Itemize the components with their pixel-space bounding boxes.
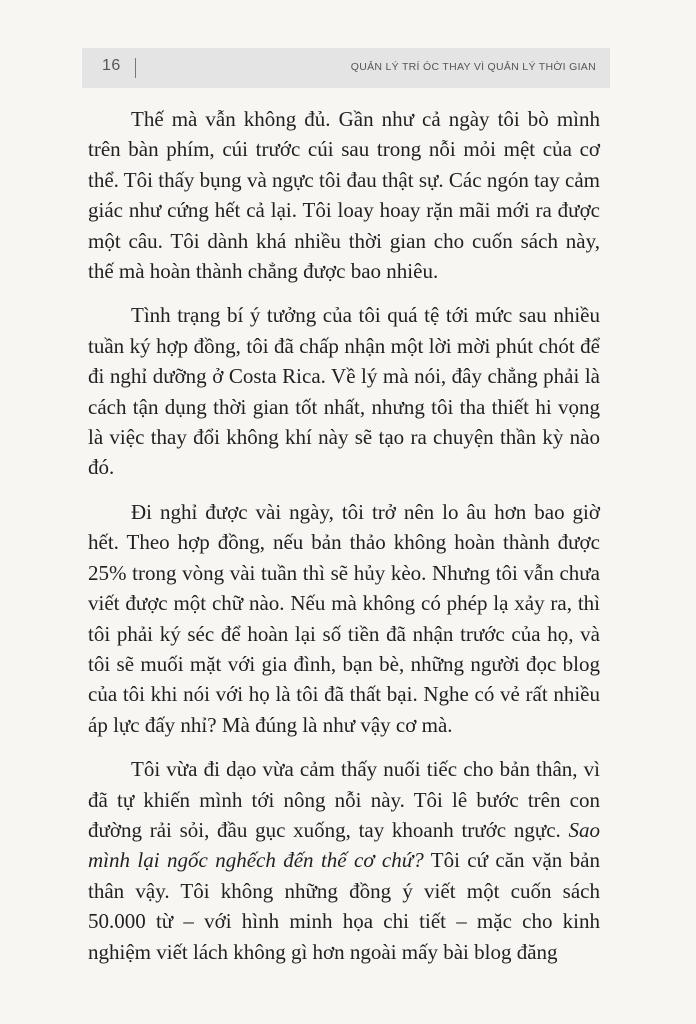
running-header xyxy=(82,48,610,88)
paragraph-4-text-start: Tôi vừa đi dạo vừa cảm thấy nuối tiếc cho bản thân, vì đã tự khiến mình tới nông nỗi này. Tôi lê bước trên con đường rải sỏi, đầu gục xuống, tay khoanh trước ngực. xyxy=(88,757,600,842)
paragraph-2: Tình trạng bí ý tưởng của tôi quá tệ tới mức sau nhiều tuần ký hợp đồng, tôi đã chấp nhận một lời mời phút chót để đi nghỉ dưỡng ở Costa Rica. Về lý mà nói, đây chẳng phải là cách tận dụng thời gian tốt nhất, nhưng tôi tha thiết hi vọng là việc thay đổi không khí này sẽ tạo ra chuyện thần kỳ nào đó. xyxy=(88,303,600,480)
header-divider xyxy=(135,58,136,78)
paragraph-1: Thế mà vẫn không đủ. Gần như cả ngày tôi bò mình trên bàn phím, cúi trước cúi sau trong nỗi mỏi mệt của cơ thể. Tôi thấy bụng và ngực tôi đau thật sự. Các ngón tay cảm giác như cứng hết cả lại. Tôi loay hoay rặn mãi mới ra được một câu. Tôi dành khá nhiều thời gian cho cuốn sách này, thế mà hoàn thành chẳng được bao nhiêu. xyxy=(88,107,600,284)
running-title: QUẢN LÝ TRÍ ÓC THAY VÌ QUẢN LÝ THỜI GIAN xyxy=(350,61,596,73)
paragraph-4-text-end: Tôi cứ căn vặn bản thân vậy. Tôi không những đồng ý viết một cuốn sách 50.000 từ – với hình minh họa chi tiết – mặc cho kinh nghiệm viết lách không gì hơn ngoài mấy bài blog đăng xyxy=(88,848,600,964)
page-number: 16 xyxy=(102,57,121,74)
page-body xyxy=(88,104,600,981)
paragraph-3: Đi nghỉ được vài ngày, tôi trở nên lo âu hơn bao giờ hết. Theo hợp đồng, nếu bản thảo không hoàn thành được 25% trong vòng vài tuần thì sẽ hủy kèo. Nhưng tôi vẫn chưa viết được một chữ nào. Nếu mà không có phép lạ xảy ra, thì tôi phải ký séc để hoàn lại số tiền đã nhận trước của họ, và tôi sẽ muối mặt với gia đình, bạn bè, những người đọc blog của tôi khi nói với họ là tôi đã thất bại. Nghe có vẻ rất nhiều áp lực đấy nhỉ? Mà đúng là như vậy cơ mà. xyxy=(88,499,600,737)
paragraph-4 xyxy=(88,754,600,967)
italic-thought: Sao mình lại ngốc nghếch đến thế cơ chứ? xyxy=(88,817,600,873)
